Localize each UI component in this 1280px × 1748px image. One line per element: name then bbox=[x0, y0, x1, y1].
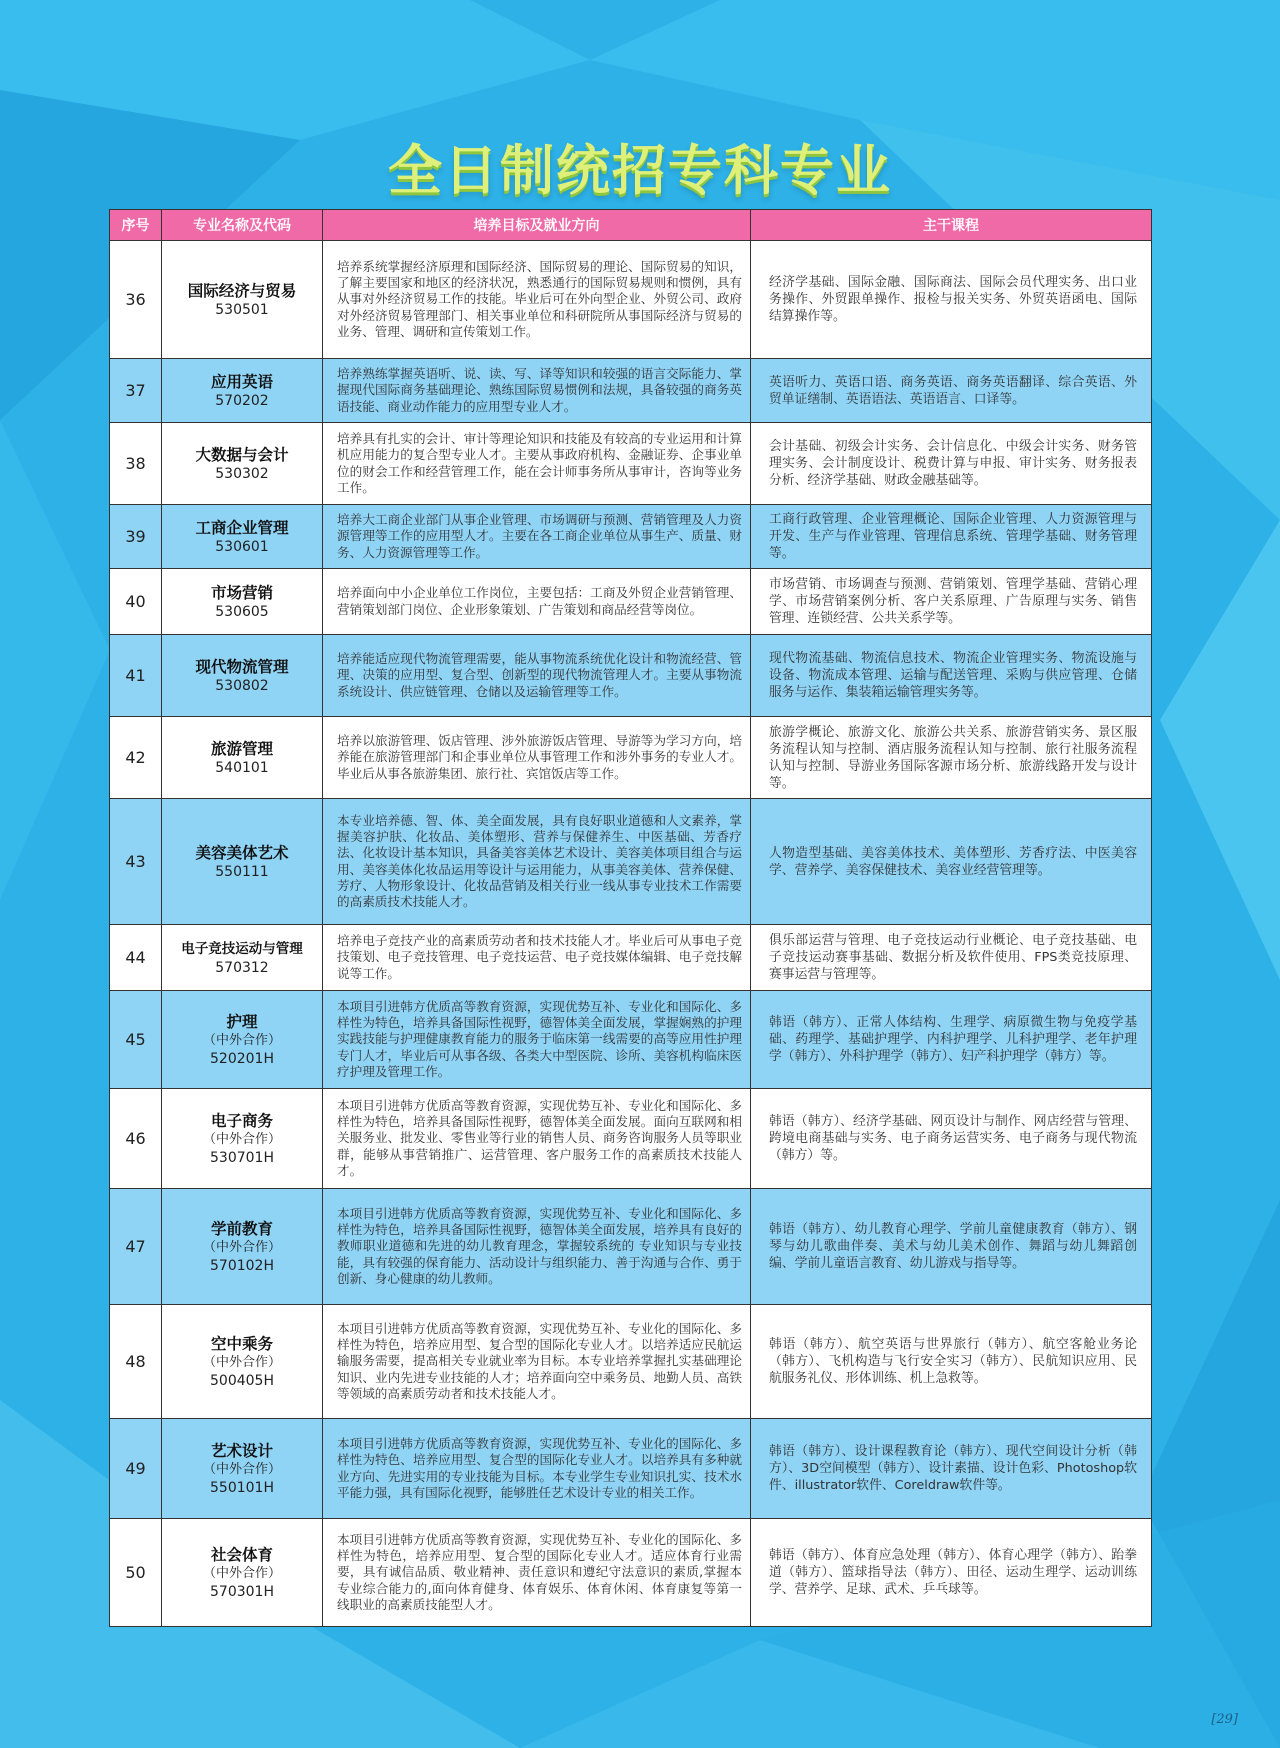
major-name: 现代物流管理 bbox=[195, 657, 289, 676]
courses-text: 会计基础、初级会计实务、会计信息化、中级会计实务、财务管理实务、会计制度设计、税费计算与申报、审计实务、财务报表分析、经济学基础、财政金融基础等。 bbox=[751, 423, 1152, 505]
major-cell bbox=[162, 423, 323, 505]
row-number: 37 bbox=[110, 359, 162, 423]
major-name: 电子竞技运动与管理 bbox=[181, 940, 303, 957]
major-name: 艺术设计 bbox=[210, 1441, 273, 1460]
major-code: 550111 bbox=[215, 863, 269, 880]
major-cell bbox=[162, 799, 323, 925]
courses-text: 现代物流基础、物流信息技术、物流企业管理实务、物流设施与设备、物流成本管理、运输与配送管理、采购与供应管理、仓储服务与运作、集装箱运输管理实务等。 bbox=[751, 635, 1152, 717]
major-cell bbox=[162, 1089, 323, 1189]
goal-text: 本项目引进韩方优质高等教育资源，实现优势互补、专业化和国际化、多样性为特色，培养具备国际性视野，德智体美全面发展，掌握娴熟的护理实践技能与护理健康教育能力的服务于临床第一线需要的高等应用性护理专门人才，毕业后可从事各级、各类大中型医院、诊所、美容机构临床医疗护理及管理工作。 bbox=[323, 991, 751, 1089]
major-name: 空中乘务 bbox=[210, 1334, 273, 1353]
major-cooperation-note: （中外合作） bbox=[202, 1461, 281, 1477]
major-code: 570102H bbox=[210, 1257, 274, 1274]
courses-text: 旅游学概论、旅游文化、旅游公共关系、旅游营销实务、景区服务流程认知与控制、酒店服务流程认知与控制、旅行社服务流程认知与控制、导游业务国际客源市场分析、旅游线路开发与设计等。 bbox=[751, 717, 1152, 799]
major-cell bbox=[162, 925, 323, 991]
major-cell bbox=[162, 1419, 323, 1519]
table-row bbox=[110, 717, 1152, 799]
goal-text: 培养面向中小企业单位工作岗位，主要包括：工商及外贸企业营销管理、营销策划部门岗位、企业形象策划、广告策划和商品经营等岗位。 bbox=[323, 569, 751, 635]
major-code: 530802 bbox=[215, 677, 269, 694]
courses-text: 市场营销、市场调查与预测、营销策划、管理学基础、营销心理学、市场营销案例分析、客户关系原理、广告原理与实务、销售管理、连锁经营、公共关系学等。 bbox=[751, 569, 1152, 635]
row-number: 47 bbox=[110, 1189, 162, 1305]
major-name: 学前教育 bbox=[210, 1219, 273, 1238]
table-row bbox=[110, 1089, 1152, 1189]
major-code: 530501 bbox=[215, 301, 269, 318]
table-row bbox=[110, 359, 1152, 423]
major-name: 护理 bbox=[226, 1012, 258, 1031]
table-row bbox=[110, 505, 1152, 569]
row-number: 48 bbox=[110, 1305, 162, 1419]
major-cell bbox=[162, 505, 323, 569]
courses-text: 人物造型基础、美容美体技术、美体塑形、芳香疗法、中医美容学、营养学、美容保健技术、美容业经营管理等。 bbox=[751, 799, 1152, 925]
goal-text: 培养熟练掌握英语听、说、读、写、译等知识和较强的语言交际能力、掌握现代国际商务基础理论、熟练国际贸易惯例和法规，具备较强的商务英语技能、商业动作能力的应用型专业人才。 bbox=[323, 359, 751, 423]
goal-text: 培养电子竞技产业的高素质劳动者和技术技能人才。毕业后可从事电子竞技策划、电子竞技管理、电子竞技运营、电子竞技媒体编辑、电子竞技解说等工作。 bbox=[323, 925, 751, 991]
row-number: 42 bbox=[110, 717, 162, 799]
major-code: 550101H bbox=[210, 1479, 274, 1496]
major-code: 530701H bbox=[210, 1149, 274, 1166]
major-code: 520201H bbox=[210, 1050, 274, 1067]
major-code: 530601 bbox=[215, 538, 269, 555]
row-number: 50 bbox=[110, 1519, 162, 1627]
major-name: 电子商务 bbox=[210, 1111, 273, 1130]
major-name: 市场营销 bbox=[210, 583, 273, 602]
courses-text: 英语听力、英语口语、商务英语、商务英语翻译、综合英语、外贸单证缮制、英语语法、英语语言、口译等。 bbox=[751, 359, 1152, 423]
table-row bbox=[110, 1419, 1152, 1519]
table-row bbox=[110, 569, 1152, 635]
major-code: 530302 bbox=[215, 465, 269, 482]
table-row bbox=[110, 1189, 1152, 1305]
row-number: 46 bbox=[110, 1089, 162, 1189]
major-name: 工商企业管理 bbox=[195, 518, 289, 537]
major-name: 应用英语 bbox=[210, 372, 273, 391]
major-cell bbox=[162, 1189, 323, 1305]
table-row bbox=[110, 1305, 1152, 1419]
major-code: 570301H bbox=[210, 1583, 274, 1600]
major-name: 美容美体艺术 bbox=[195, 843, 289, 862]
major-name: 国际经济与贸易 bbox=[187, 281, 297, 300]
row-number: 39 bbox=[110, 505, 162, 569]
goal-text: 培养系统掌握经济原理和国际经济、国际贸易的理论、国际贸易的知识，了解主要国家和地区的经济状况，熟悉通行的国际贸易规则和惯例，具有从事对外经济贸易工作的技能。毕业后可在外向型企业、外贸公司、政府对外经济贸易管理部门、相关事业单位和科研院所从事国际经济与贸易的业务、管理、调研和宣传策划工作。 bbox=[323, 241, 751, 359]
goal-text: 本项目引进韩方优质高等教育资源，实现优势互补、专业化和国际化、多样性为特色，培养具备国际性视野，德智体美全面发展，培养具有良好的教师职业道德和先进的幼儿教育理念，掌握较系统的 专业知识与专业技能，具有较强的保育能力、活动设计与组织能力、善于沟通与合作、勇于创新、身心健康的幼儿教师。 bbox=[323, 1189, 751, 1305]
major-name: 大数据与会计 bbox=[195, 445, 289, 464]
major-cooperation-note: （中外合作） bbox=[202, 1565, 281, 1581]
header-goal: 培养目标及就业方向 bbox=[323, 210, 751, 241]
majors-table bbox=[109, 209, 1152, 1627]
courses-text: 俱乐部运营与管理、电子竞技运动行业概论、电子竞技基础、电子竞技运动赛事基础、数据分析及软件使用、FPS类竞技原理、赛事运营与管理等。 bbox=[751, 925, 1152, 991]
major-code: 570312 bbox=[215, 959, 269, 976]
courses-text: 工商行政管理、企业管理概论、国际企业管理、人力资源管理与开发、生产与作业管理、管理信息系统、管理学基础、财务管理等。 bbox=[751, 505, 1152, 569]
major-cell bbox=[162, 241, 323, 359]
major-cooperation-note: （中外合作） bbox=[202, 1239, 281, 1255]
header-number: 序号 bbox=[110, 210, 162, 241]
row-number: 38 bbox=[110, 423, 162, 505]
table-row bbox=[110, 241, 1152, 359]
header-major-name: 专业名称及代码 bbox=[162, 210, 323, 241]
goal-text: 培养具有扎实的会计、审计等理论知识和技能及有较高的专业运用和计算机应用能力的复合型专业人才。主要从事政府机构、金融证券、企事业单位的财会工作和经营管理工作，能在会计师事务所从事审计，咨询等业务工作。 bbox=[323, 423, 751, 505]
page-number: [29] bbox=[1211, 1712, 1238, 1727]
majors-table-container bbox=[109, 209, 1151, 1627]
major-cell bbox=[162, 569, 323, 635]
major-cell bbox=[162, 359, 323, 423]
major-cell bbox=[162, 1519, 323, 1627]
major-cooperation-note: （中外合作） bbox=[202, 1354, 281, 1370]
major-code: 540101 bbox=[215, 759, 269, 776]
row-number: 49 bbox=[110, 1419, 162, 1519]
header-courses: 主干课程 bbox=[751, 210, 1152, 241]
goal-text: 本项目引进韩方优质高等教育资源，实现优势互补、专业化和国际化、多样性为特色，培养具备国际性视野，德智体美全面发展。面向互联网和相关服务业、批发业、零售业等行业的销售人员、商务咨询服务人员等职业群，能够从事营销推广、运营管理、客户服务工作的高素质技术技能人才。 bbox=[323, 1089, 751, 1189]
table-row bbox=[110, 1519, 1152, 1627]
row-number: 41 bbox=[110, 635, 162, 717]
goal-text: 本专业培养德、智、体、美全面发展，具有良好职业道德和人文素养，掌握美容护肤、化妆品、美体塑形、营养与保健养生、中医基础、芳香疗法、化妆设计基本知识，具备美容美体艺术设计、美容美体项目组合与运用、美容美体化妆品运用等设计与运用能力，从事美容美体、营养保健、芳疗、人物形象设计、化妆品营销及相关行业一线从事专业技术工作需要的高素质技术技能人才。 bbox=[323, 799, 751, 925]
major-cell bbox=[162, 1305, 323, 1419]
row-number: 40 bbox=[110, 569, 162, 635]
table-header-row bbox=[110, 210, 1152, 241]
major-cell bbox=[162, 635, 323, 717]
courses-text: 韩语（韩方）、幼儿教育心理学、学前儿童健康教育（韩方）、钢琴与幼儿歌曲伴奏、美术与幼儿美术创作、舞蹈与幼儿舞蹈创编、学前儿童语言教育、幼儿游戏与指导等。 bbox=[751, 1189, 1152, 1305]
goal-text: 本项目引进韩方优质高等教育资源，实现优势互补、专业化的国际化、多样性为特色，培养应用型、复合型的国际化专业人才。以培养适应民航运输服务需要，提高相关专业就业率为目标。本专业培养掌握扎实基础理论知识、业内先进专业技能的人才；培养面向空中乘务员、地勤人员、高铁等领域的高素质劳动者和技术技能人才。 bbox=[323, 1305, 751, 1419]
page-title: 全日制统招专科专业 bbox=[388, 139, 892, 202]
courses-text: 韩语（韩方）、经济学基础、网页设计与制作、网店经营与管理、跨境电商基础与实务、电子商务运营实务、电子商务与现代物流（韩方）等。 bbox=[751, 1089, 1152, 1189]
goal-text: 培养以旅游管理、饭店管理、涉外旅游饭店管理、导游等为学习方向，培养能在旅游管理部门和企事业单位从事管理工作和涉外事务的专业人才。毕业后从事各旅游集团、旅行社、宾馆饭店等工作。 bbox=[323, 717, 751, 799]
row-number: 43 bbox=[110, 799, 162, 925]
major-cooperation-note: （中外合作） bbox=[202, 1032, 281, 1048]
courses-text: 经济学基础、国际金融、国际商法、国际会员代理实务、出口业务操作、外贸跟单操作、报检与报关实务、外贸英语函电、国际结算操作等。 bbox=[751, 241, 1152, 359]
table-row bbox=[110, 635, 1152, 717]
goal-text: 本项目引进韩方优质高等教育资源，实现优势互补、专业化的国际化、多样性为特色，培养应用型、复合型的国际化专业人才。适应体育行业需要，具有诚信品质、敬业精神、责任意识和遵纪守法意识的素质,掌握本专业综合能力的,面向体育健身、体育娱乐、体育休闲、体育康复等第一线职业的高素质技能型人才。 bbox=[323, 1519, 751, 1627]
major-code: 570202 bbox=[215, 392, 269, 409]
goal-text: 培养能适应现代物流管理需要，能从事物流系统优化设计和物流经营、管理、决策的应用型、复合型、创新型的现代物流管理人才。主要从事物流系统设计、供应链管理、仓储以及运输管理等工作。 bbox=[323, 635, 751, 717]
courses-text: 韩语（韩方）、航空英语与世界旅行（韩方）、航空客舱业务论（韩方）、飞机构造与飞行安全实习（韩方）、民航知识应用、民航服务礼仪、形体训练、机上急救等。 bbox=[751, 1305, 1152, 1419]
row-number: 36 bbox=[110, 241, 162, 359]
major-cell bbox=[162, 991, 323, 1089]
major-cooperation-note: （中外合作） bbox=[202, 1131, 281, 1147]
courses-text: 韩语（韩方）、体育应急处理（韩方）、体育心理学（韩方）、跆拳道（韩方）、篮球指导法（韩方）、田径、运动生理学、运动训练学、营养学、足球、武术、乒乓球等。 bbox=[751, 1519, 1152, 1627]
major-code: 500405H bbox=[210, 1372, 274, 1389]
table-row bbox=[110, 925, 1152, 991]
major-code: 530605 bbox=[215, 603, 269, 620]
table-row bbox=[110, 799, 1152, 925]
major-name: 社会体育 bbox=[210, 1545, 273, 1564]
goal-text: 本项目引进韩方优质高等教育资源，实现优势互补、专业化的国际化、多样性为特色、培养应用型、复合型的国际化专业人才。以培养具有多种就业方向、先进实用的专业技能为目标。本专业学生专业知识扎实、技术水平能力强，具有国际化视野，能够胜任艺术设计专业的相关工作。 bbox=[323, 1419, 751, 1519]
row-number: 44 bbox=[110, 925, 162, 991]
major-name: 旅游管理 bbox=[210, 739, 273, 758]
courses-text: 韩语（韩方）、设计课程教育论（韩方）、现代空间设计分析（韩方）、3D空间模型（韩方）、设计素描、设计色彩、Photoshop软件、illustrator软件、Coreldraw软件等。 bbox=[751, 1419, 1152, 1519]
courses-text: 韩语（韩方）、正常人体结构、生理学、病原微生物与免疫学基础、药理学、基础护理学、内科护理学、儿科护理学、老年护理学（韩方）、外科护理学（韩方）、妇产科护理学（韩方）等。 bbox=[751, 991, 1152, 1089]
major-cell bbox=[162, 717, 323, 799]
row-number: 45 bbox=[110, 991, 162, 1089]
goal-text: 培养大工商企业部门从事企业管理、市场调研与预测、营销管理及人力资源管理等工作的应用型人才。主要在各工商企业单位从事生产、质量、财务、人力资源管理等工作。 bbox=[323, 505, 751, 569]
table-row bbox=[110, 991, 1152, 1089]
table-row bbox=[110, 423, 1152, 505]
